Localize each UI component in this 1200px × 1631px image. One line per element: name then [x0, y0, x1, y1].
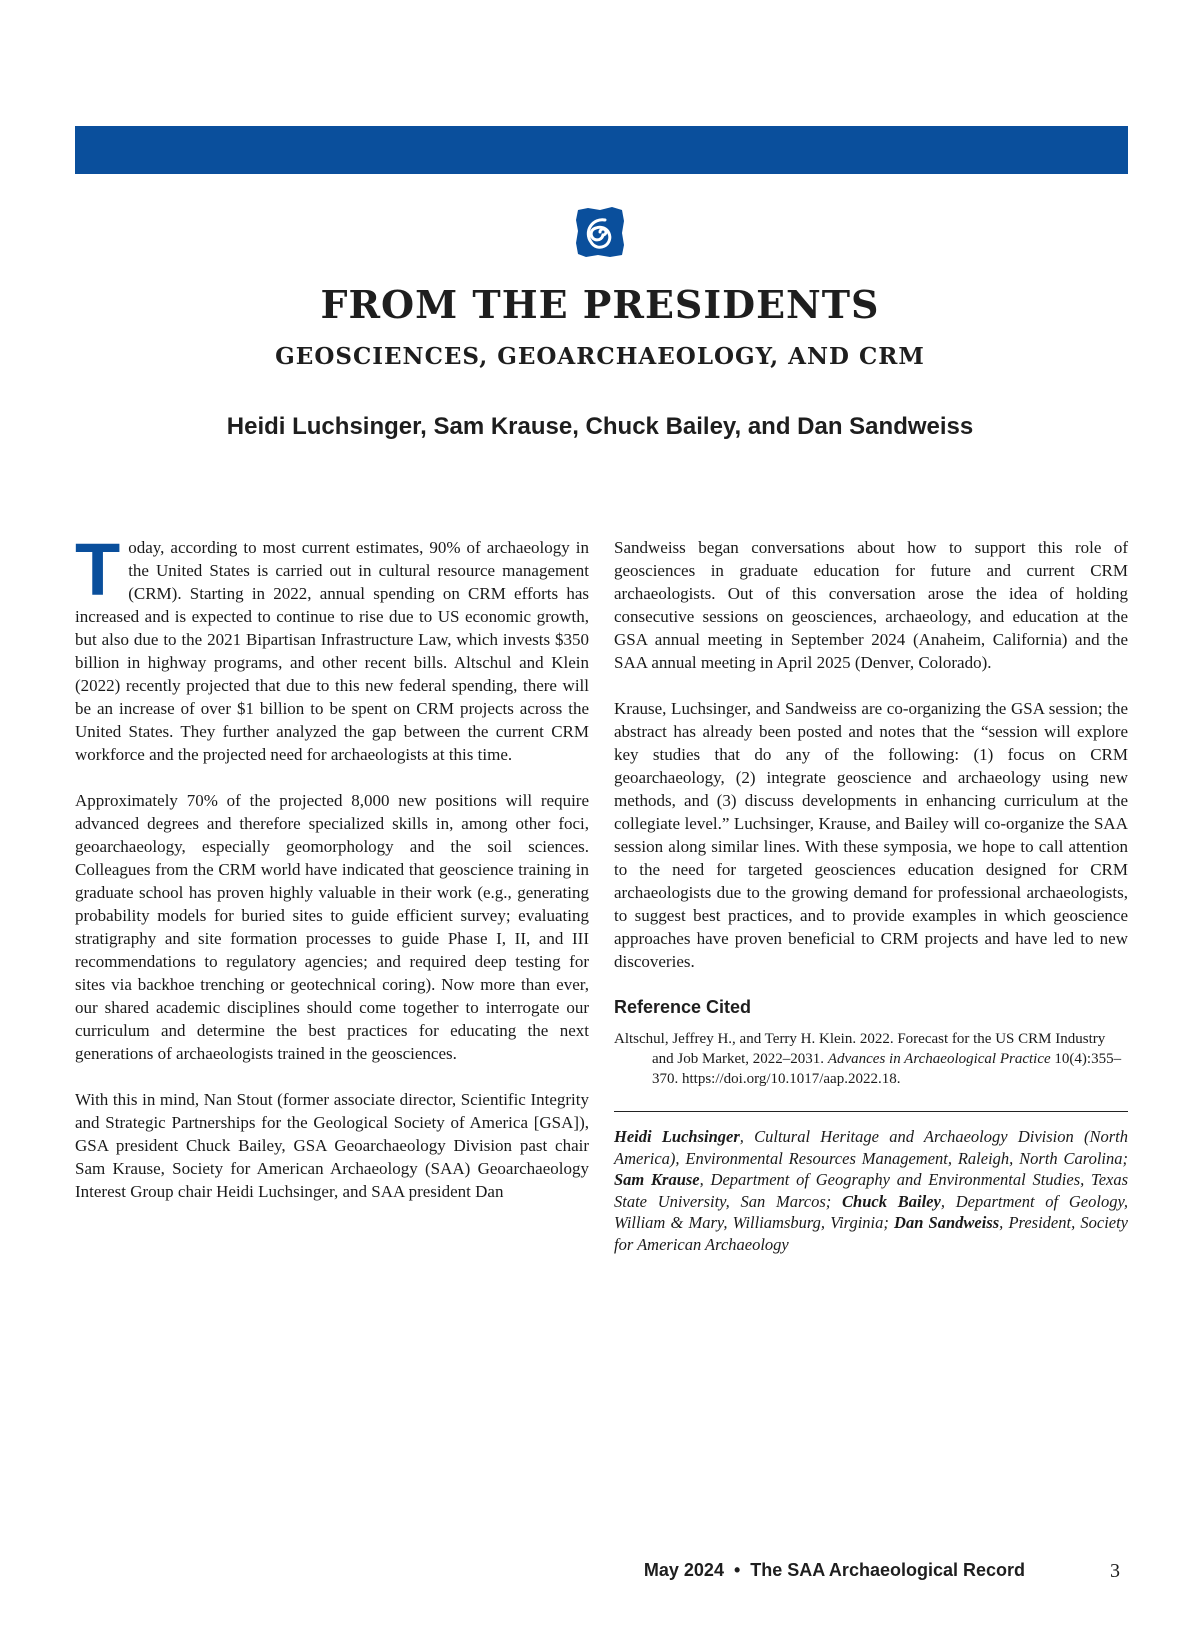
- paragraph-1-text: oday, according to most current estimates, 90% of archaeology in the United States is carried out in cultural resource management (CRM). Starting in 2022, annual spending on CRM efforts has increased and is expected to continue to rise due to US economic growth, but also due to the 2021 Bipartisan Infrastructure Law, which invests $350 billion in highway programs, and other recent bills. Altschul and Klein (2022) recently projected that due to this new federal spending, there will be an increase of over $1 billion to be spent on CRM projects across the United States. They further analyzed the gap between the current CRM workforce and the projected need for archaeologists at this time.: [75, 538, 589, 764]
- left-column: [75, 528, 589, 1226]
- spiral-icon: [574, 205, 626, 259]
- references-heading: Reference Cited: [614, 997, 752, 1017]
- paragraph-5: Krause, Luchsinger, and Sandweiss are co-organizing the GSA session; the abstract has already been posted and notes that the “session will explore key studies that do any of the following: (1) focus on CRM geoarchaeology, (2) integrate geoscience and archaeology using new methods, and (3) discuss developments in enhancing curriculum at the collegiate level.” Luchsinger, Krause, and Bailey will co-organize the SAA session along similar lines. With these symposia, we hope to call attention to the need for targeted geosciences education designed for CRM archaeologists due to the growing demand for professional archaeologists, to suggest best practices, and to provide examples in which geoscience approaches have proven beneficial to CRM projects and have led to new discoveries.: [614, 699, 1128, 971]
- drop-cap: T: [75, 528, 121, 611]
- reference-journal: Advances in Archaeological Practice: [827, 1051, 1051, 1067]
- affiliation-text: , President, Society for American Archaeology: [614, 1213, 1129, 1254]
- header-banner: [75, 126, 1128, 174]
- page-subtitle: GEOSCIENCES, GEOARCHAEOLOGY, AND CRM: [275, 343, 925, 370]
- page-title: FROM THE PRESIDENTS: [320, 282, 880, 327]
- divider: [614, 1111, 1128, 1112]
- paragraph-3: With this in mind, Nan Stout (former associate director, Scientific Integrity and Strategic Partnerships for the Geological Society of America [GSA]), GSA president Chuck Bailey, GSA Geoarchaeology Division past chair Sam Krause, Society for American Archaeology (SAA) Geoarchaeology Interest Group chair Heidi Luchsinger, and SAA president Dan: [75, 1090, 589, 1201]
- affiliation-name: Heidi Luchsinger: [614, 1127, 740, 1146]
- affiliation-name: Sam Krause: [614, 1170, 700, 1189]
- affiliation-text: , Cultural Heritage and Archaeology Division (North America), Environmental Resources Management, Raleigh, North Carolina;: [614, 1127, 1128, 1168]
- reference-authors: Altschul, Jeffrey H., and Terry H. Klein. 2022. Forecast for the US CRM Industry and Job Market, 2022–2031.: [614, 1031, 1106, 1067]
- author-affiliations: [614, 1126, 1128, 1255]
- affiliation-text: , Department of Geology, William & Mary, Williamsburg, Virginia;: [614, 1191, 1129, 1232]
- reference-entry: [614, 1029, 1128, 1089]
- issue-date: May 2024: [643, 1560, 724, 1580]
- reference-details: 10(4):355–370. https://doi.org/10.1017/aap.2022.18.: [652, 1051, 1122, 1087]
- paragraph-4: Sandweiss began conversations about how to support this role of geosciences in graduate education for future and current CRM archaeologists. Out of this conversation arose the idea of holding consecutive sessions on geosciences, archaeology, and education at the GSA annual meeting in September 2024 (Anaheim, California) and the SAA annual meeting in April 2025 (Denver, Colorado).: [614, 538, 1128, 672]
- affiliation-text: , Department of Geography and Environmental Studies, Texas State University, San Marcos;: [614, 1170, 1129, 1211]
- publication-name: The SAA Archaeological Record: [750, 1560, 1025, 1580]
- author-list: Heidi Luchsinger, Sam Krause, Chuck Bailey, and Dan Sandweiss: [226, 413, 974, 440]
- affiliation-name: Chuck Bailey: [842, 1191, 941, 1211]
- page-footer: [644, 1560, 1025, 1581]
- footer-bullet: •: [733, 1560, 741, 1580]
- paragraph-1: [75, 528, 589, 766]
- affiliation-name: Dan Sandweiss: [894, 1213, 1000, 1232]
- right-column: [614, 536, 1128, 1278]
- paragraph-2: Approximately 70% of the projected 8,000 new positions will require advanced degrees and therefore specialized skills in, among other foci, geoarchaeology, especially geomorphology and the soil sciences. Colleagues from the CRM world have indicated that geoscience training in graduate school has proven highly valuable in their work (e.g., generating probability models for buried sites to guide efficient survey; evaluating stratigraphy and site formation processes to guide Phase I, II, and III recommendations to regulatory agencies; and required deep testing for sites via backhoe trenching or geotechnical coring). Now more than ever, our shared academic disciplines should come together to interrogate our curriculum and determine the best practices for educating the next generations of archaeologists trained in the geosciences.: [75, 791, 589, 1063]
- page-number: 3: [1110, 1560, 1120, 1582]
